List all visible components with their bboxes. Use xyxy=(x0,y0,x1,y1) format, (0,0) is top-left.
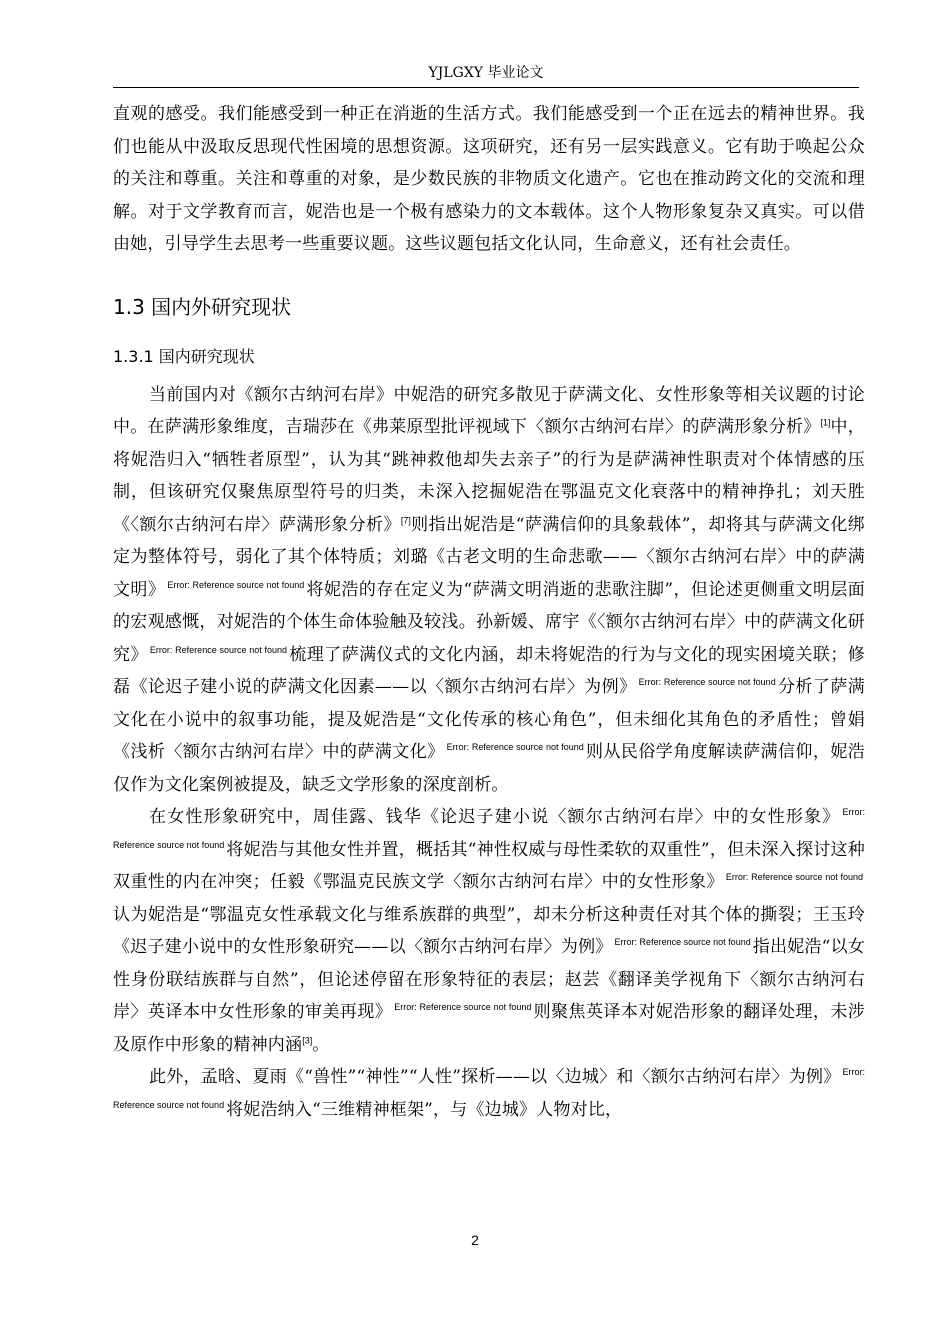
text-run: 则聚焦英译本对妮浩形象的翻译处理，未涉及原作中形象的精神内涵 xyxy=(113,1002,865,1055)
text-run: 此外，孟晗、夏雨《“兽性”“神性”“人性”探析——以〈边城〉和〈额尔古纳河右岸〉为例》 xyxy=(149,1067,841,1087)
intro-paragraph: 直观的感受。我们能感受到一种正在消逝的生活方式。我们能感受到一个正在远去的精神世界。我们也能从中汲取反思现代性困境的思想资源。这项研究，还有另一层实践意义。它有助于唤起公众的关注和尊重。关注和尊重的对象，是少数民族的非物质文化遗产。它也在推动跨文化的交流和理解。对于文学教育而言，妮浩也是一个极有感染力的文本载体。这个人物形象复杂又真实。可以借由她，引导学生去思考一些重要议题。这些议题包括文化认同，生命意义，还有社会责任。 xyxy=(113,104,865,254)
text-run: 将妮浩与其他女性并置，概括其“神性权威与母性柔软的双重性”，但未深入探讨这种双重性的内在冲突；任毅《鄂温克民族文学〈额尔古纳河右岸〉中的女性形象》 xyxy=(113,839,865,892)
domestic-research-paragraph-2 xyxy=(113,801,865,1061)
reference-error-marker: Error: Reference source not found xyxy=(149,644,288,655)
domestic-research-paragraph-3 xyxy=(113,1061,865,1126)
reference-error-marker: Error: Reference source not found xyxy=(394,1002,532,1013)
text-run: 则指出妮浩是“萨满信仰的具象载体”，却将其与萨满文化绑定为整体符号，弱化了其个体特质；刘璐《古老文明的生命悲歌——〈额尔古纳河右岸〉中的萨满文明》 xyxy=(113,514,866,600)
citation-ref: [3] xyxy=(302,1034,313,1045)
citation-ref: [7] xyxy=(400,514,411,525)
text-run: 分析了萨满文化在小说中的叙事功能，提及妮浩是“文化传承的核心角色”，但未细化其角色的矛盾性；曾娟《浅析〈额尔古纳河右岸〉中的萨满文化》 xyxy=(113,677,866,762)
reference-error-marker: Error: Reference source not found xyxy=(446,742,584,753)
reference-error-marker: Error: Reference source not found xyxy=(113,807,865,850)
text-run: 指出妮浩“以女性身份联结族群与自然”，但论述停留在形象特征的表层；赵芸《翻译美学视角下〈额尔古纳河右岸〉英译本中女性形象的审美再现》 xyxy=(113,937,865,1022)
text-run: 在女性形象研究中，周佳露、钱华《论迟子建小说〈额尔古纳河右岸〉中的女性形象》 xyxy=(149,807,841,827)
text-run: 当前国内对《额尔古纳河右岸》中妮浩的研究多散见于萨满文化、女性形象等相关议题的讨论中。在萨满形象维度，吉瑞莎在《弗莱原型批评视域下〈额尔古纳河右岸〉的萨满形象分析》 xyxy=(113,384,865,437)
text-run: 则从民俗学角度解读萨满信仰，妮浩仅作为文化案例被提及，缺乏文学形象的深度剖析。 xyxy=(113,742,865,795)
section-heading: 1.3 国内外研究现状 xyxy=(113,294,292,319)
domestic-research-paragraph-1 xyxy=(113,379,865,802)
page-header: YJLGXY 毕业论文 xyxy=(428,65,544,81)
text-run: 将妮浩纳入“三维精神框架”，与《边城》人物对比， xyxy=(226,1099,623,1120)
citation-ref: [1] xyxy=(820,417,831,428)
text-run: 。 xyxy=(312,1034,330,1055)
text-run: 将妮浩的存在定义为“萨满文明消逝的悲歌注脚”，但论述更侧重文明层面的宏观感慨，对妮浩的个体生命体验触及较浅。孙新媛、席宇《〈额尔古纳河右岸〉中的萨满文化研究》 xyxy=(113,579,866,665)
text-run: 认为妮浩是“鄂温克女性承载文化与维系族群的典型”，却未分析这种责任对其个体的撕裂；王玉玲《迟子建小说中的女性形象研究——以〈额尔古纳河右岸〉为例》 xyxy=(113,904,865,957)
reference-error-marker: Error: Reference source not found xyxy=(113,1067,865,1110)
reference-error-marker: Error: Reference source not found xyxy=(614,937,751,948)
reference-error-marker: Error: Reference source not found xyxy=(167,579,305,590)
page-number: 2 xyxy=(471,1232,479,1248)
reference-error-marker: Error: Reference source not found xyxy=(725,872,863,883)
reference-error-marker: Error: Reference source not found xyxy=(638,677,776,688)
text-run: 梳理了萨满仪式的文化内涵，却未将妮浩的行为与文化的现实困境关联；修磊《论迟子建小说的萨满文化因素——以〈额尔古纳河右岸〉为例》 xyxy=(113,644,865,697)
page-body xyxy=(113,98,865,1126)
text-run: 中，将妮浩归入“牺牲者原型”，认为其“跳神救他却失去亲子”的行为是萨满神性职责对个体情感的压制，但该研究仅聚焦原型符号的归类，未深入挖掘妮浩在鄂温克文化衰落中的精神挣扎；刘天胜《〈额尔古纳河右岸〉萨满形象分析》 xyxy=(113,417,865,535)
subsection-heading: 1.3.1 国内研究现状 xyxy=(113,346,255,366)
header-divider xyxy=(113,87,859,88)
